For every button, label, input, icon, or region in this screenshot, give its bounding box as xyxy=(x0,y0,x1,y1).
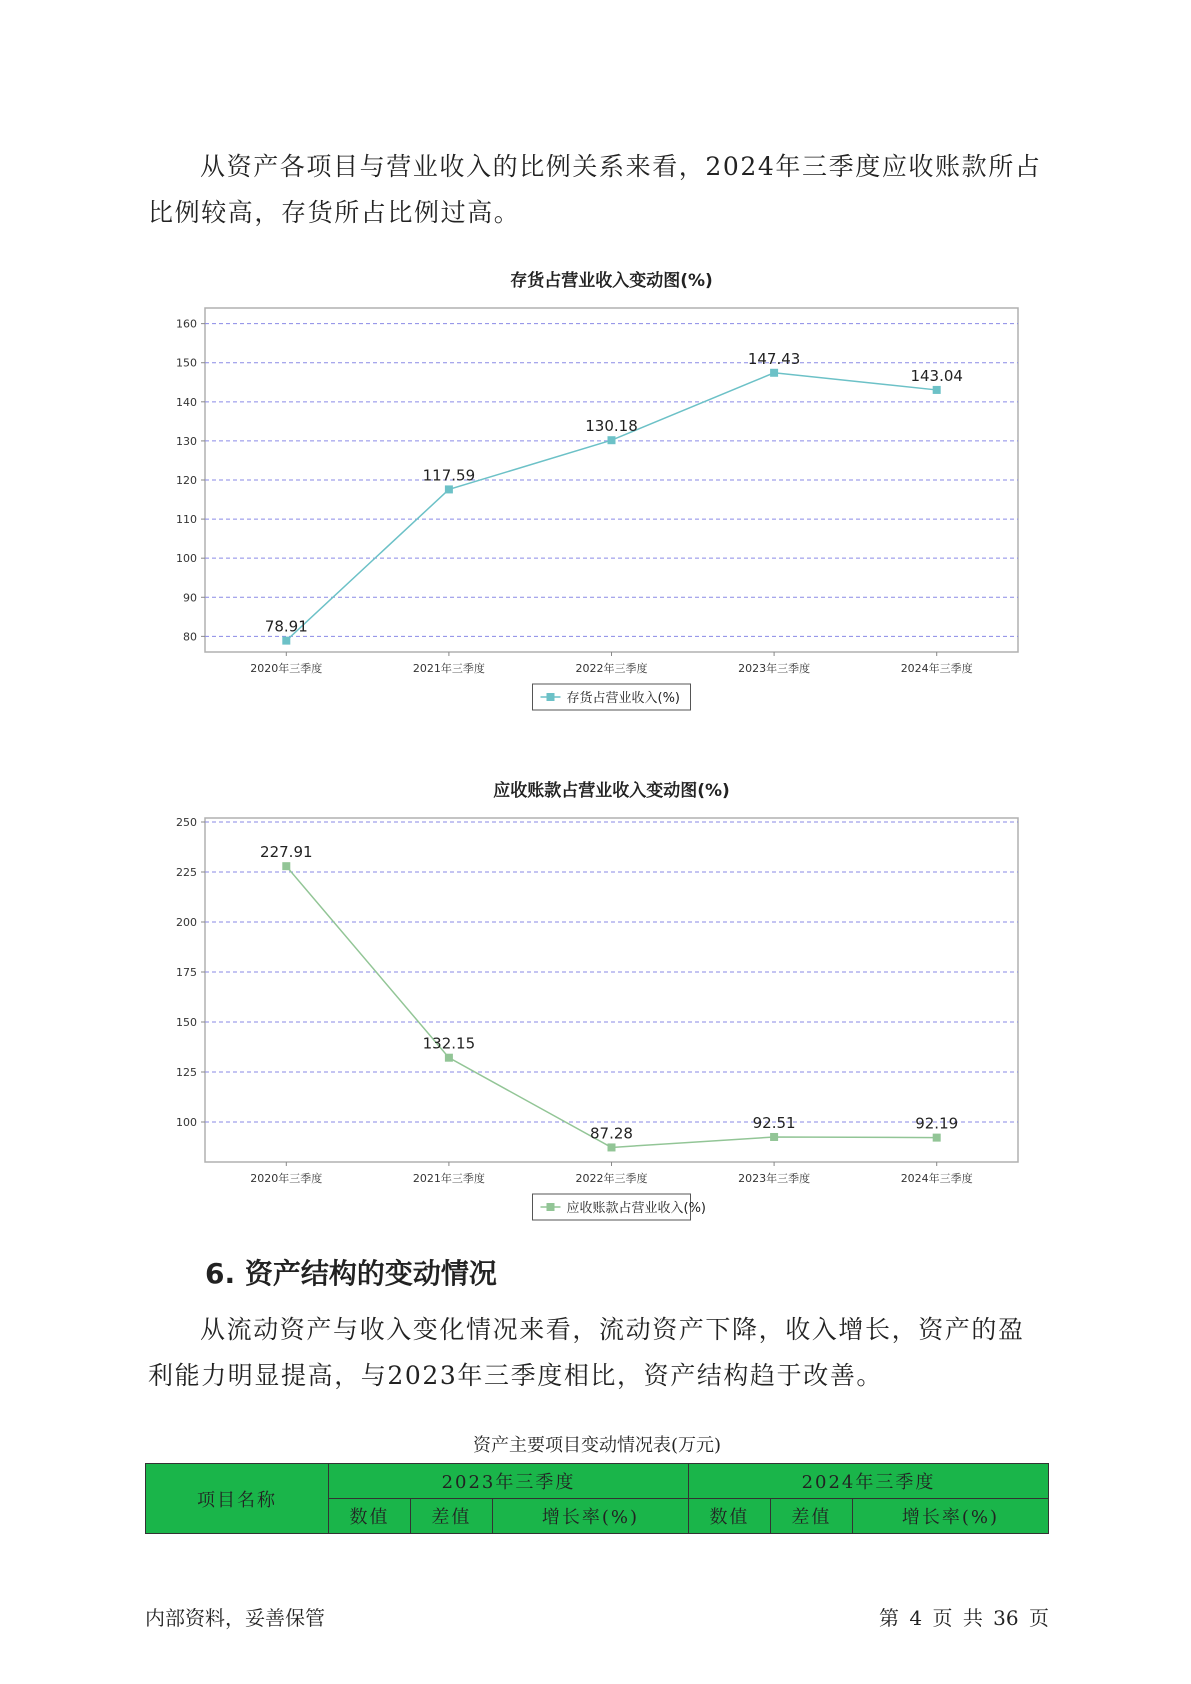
legend-marker xyxy=(547,1203,555,1211)
asset-change-table xyxy=(145,1463,1049,1534)
period-2024-header: 2024年三季度 xyxy=(688,1464,1048,1499)
y-tick-label: 125 xyxy=(176,1066,197,1079)
data-label: 227.91 xyxy=(260,843,313,862)
diff-header-2023: 差值 xyxy=(410,1499,492,1534)
data-label: 147.43 xyxy=(747,349,801,368)
x-tick-label: 2021年三季度 xyxy=(412,1172,485,1185)
chart-title: 存货占营业收入变动图(%) xyxy=(510,271,713,291)
data-point xyxy=(445,485,453,493)
y-tick-label: 90 xyxy=(183,591,197,605)
period-2023-header: 2023年三季度 xyxy=(329,1464,689,1499)
plot-area xyxy=(205,818,1018,1162)
y-tick-label: 160 xyxy=(176,317,197,331)
item-name-header: 项目名称 xyxy=(146,1464,329,1534)
receivables-ratio-chart-svg xyxy=(160,770,1040,1216)
data-point xyxy=(770,369,778,377)
inventory-ratio-chart xyxy=(160,260,1040,706)
data-label: 143.04 xyxy=(910,366,963,385)
receivables-ratio-chart xyxy=(160,770,1040,1216)
data-label: 117.59 xyxy=(422,466,476,485)
data-point xyxy=(445,1054,453,1062)
data-point xyxy=(770,1133,778,1141)
y-tick-label: 100 xyxy=(176,1116,197,1129)
y-tick-label: 140 xyxy=(176,395,197,409)
footer-page-number: 第 4 页 共 36 页 xyxy=(879,1606,1049,1630)
growth-header-2023: 增长率(%) xyxy=(492,1499,688,1534)
legend-marker xyxy=(547,693,555,701)
x-tick-label: 2022年三季度 xyxy=(575,662,648,675)
data-point xyxy=(282,862,290,870)
x-tick-label: 2021年三季度 xyxy=(412,662,485,675)
x-tick-label: 2023年三季度 xyxy=(738,662,811,675)
y-tick-label: 175 xyxy=(176,966,197,979)
growth-header-2024: 增长率(%) xyxy=(852,1499,1048,1534)
y-tick-label: 110 xyxy=(176,513,197,527)
legend-label: 应收账款占营业收入(%) xyxy=(566,1201,706,1216)
diff-header-2024: 差值 xyxy=(770,1499,852,1534)
footer-left: 内部资料，妥善保管 xyxy=(145,1606,325,1630)
section-paragraph: 从流动资产与收入变化情况来看，流动资产下降，收入增长，资产的盈利能力明显提高，与2023年三季度相比，资产结构趋于改善。 xyxy=(148,1315,1025,1390)
intro-paragraph: 从资产各项目与营业收入的比例关系来看，2024年三季度应收账款所占比例较高，存货所占比例过高。 xyxy=(148,152,1042,227)
inventory-ratio-chart-svg xyxy=(160,260,1040,706)
data-label: 78.91 xyxy=(264,617,308,636)
data-point xyxy=(282,637,290,645)
y-tick-label: 100 xyxy=(176,552,197,566)
chart-title: 应收账款占营业收入变动图(%) xyxy=(493,781,730,801)
y-tick-label: 150 xyxy=(176,1016,197,1029)
x-tick-label: 2024年三季度 xyxy=(900,1172,973,1185)
legend-label: 存货占营业收入(%) xyxy=(566,691,680,706)
data-label: 87.28 xyxy=(590,1124,633,1143)
x-tick-label: 2022年三季度 xyxy=(575,1172,648,1185)
y-tick-label: 225 xyxy=(176,866,197,879)
table-caption: 资产主要项目变动情况表(万元) xyxy=(472,1435,722,1456)
data-label: 132.15 xyxy=(422,1034,476,1053)
x-tick-label: 2020年三季度 xyxy=(250,1172,323,1185)
value-header-2023: 数值 xyxy=(329,1499,411,1534)
section-title: 6. 资产结构的变动情况 xyxy=(205,1257,497,1290)
data-point xyxy=(933,1134,941,1142)
x-tick-label: 2020年三季度 xyxy=(250,662,323,675)
data-point xyxy=(608,436,616,444)
y-tick-label: 150 xyxy=(176,356,197,370)
data-label: 130.18 xyxy=(585,417,638,436)
value-header-2024: 数值 xyxy=(688,1499,770,1534)
y-tick-label: 130 xyxy=(176,434,197,448)
data-point xyxy=(933,386,941,394)
data-point xyxy=(608,1143,616,1151)
y-tick-label: 120 xyxy=(176,474,197,487)
y-tick-label: 250 xyxy=(176,816,197,829)
data-label: 92.51 xyxy=(752,1113,796,1132)
data-label: 92.19 xyxy=(915,1114,959,1133)
y-tick-label: 200 xyxy=(176,916,197,929)
x-tick-label: 2024年三季度 xyxy=(900,662,973,675)
x-tick-label: 2023年三季度 xyxy=(738,1172,811,1185)
y-tick-label: 80 xyxy=(183,630,197,644)
